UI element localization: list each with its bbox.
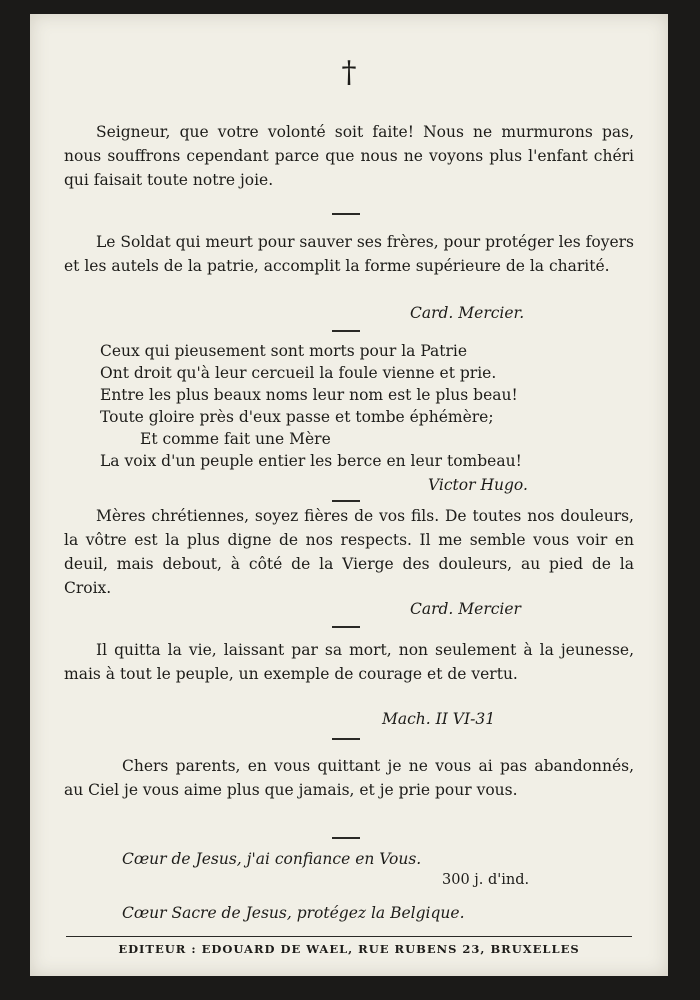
hugo-poem bbox=[100, 340, 640, 472]
maccabees-quote-text: Il quitta la vie, laissant par sa mort, non seulement à la jeunesse, mais à tout le peuple, un exemple de courage et de vertu. bbox=[64, 641, 634, 683]
mothers-quote-author: Card. Mercier bbox=[410, 600, 521, 618]
soldier-quote bbox=[64, 230, 634, 278]
belgium-prayer: Cœur Sacre de Jesus, protégez la Belgique. bbox=[122, 904, 465, 922]
divider bbox=[332, 500, 360, 502]
divider bbox=[332, 330, 360, 332]
opening-prayer bbox=[64, 120, 634, 192]
publisher-footer: EDITEUR : EDOUARD DE WAEL, RUE RUBENS 23, BRUXELLES bbox=[118, 942, 580, 956]
soldier-quote-text: Le Soldat qui meurt pour sauver ses frères, pour protéger les foyers et les autels de la patrie, accomplit la forme supérieure de la charité. bbox=[64, 233, 635, 275]
cross-icon: † bbox=[341, 55, 357, 90]
poem-author: Victor Hugo. bbox=[428, 476, 528, 494]
maccabees-reference: Mach. II VI-31 bbox=[382, 710, 496, 728]
divider bbox=[332, 738, 360, 740]
poem-line: Et comme fait une Mère bbox=[140, 430, 331, 448]
poem-line: Ceux qui pieusement sont morts pour la Patrie bbox=[100, 342, 468, 360]
divider bbox=[332, 626, 360, 628]
opening-prayer-text: Seigneur, que votre volonté soit faite! Nous ne murmurons pas, nous souffrons cependant parce que nous ne voyons plus l'enfant chéri qui faisait toute notre joie. bbox=[64, 123, 634, 189]
soldier-quote-author: Card. Mercier. bbox=[410, 304, 525, 322]
poem-line: Toute gloire près d'eux passe et tombe éphémère; bbox=[100, 408, 494, 426]
parents-message bbox=[64, 754, 634, 802]
memorial-card bbox=[30, 14, 668, 976]
poem-line: Entre les plus beaux noms leur nom est le plus beau! bbox=[100, 386, 518, 404]
mothers-quote bbox=[64, 504, 634, 600]
poem-line: La voix d'un peuple entier les berce en leur tombeau! bbox=[100, 452, 522, 470]
footer-rule bbox=[66, 936, 632, 937]
parents-message-text: Chers parents, en vous quittant je ne vous ai pas abandonnés, au Ciel je vous aime plus que jamais, et je prie pour vous. bbox=[64, 757, 634, 799]
mothers-quote-text: Mères chrétiennes, soyez fières de vos fils. De toutes nos douleurs, la vôtre est la plus digne de nos respects. Il me semble vous voir en deuil, mais debout, à côté de la Vierge des douleurs, au pied de la Croix. bbox=[64, 507, 634, 597]
divider bbox=[332, 213, 360, 215]
poem-line: Ont droit qu'à leur cercueil la foule vienne et prie. bbox=[100, 364, 497, 382]
indulgence-note: 300 j. d'ind. bbox=[442, 872, 530, 888]
sacred-heart-prayer: Cœur de Jesus, j'ai confiance en Vous. bbox=[122, 850, 422, 868]
maccabees-quote bbox=[64, 638, 634, 686]
divider bbox=[332, 837, 360, 839]
